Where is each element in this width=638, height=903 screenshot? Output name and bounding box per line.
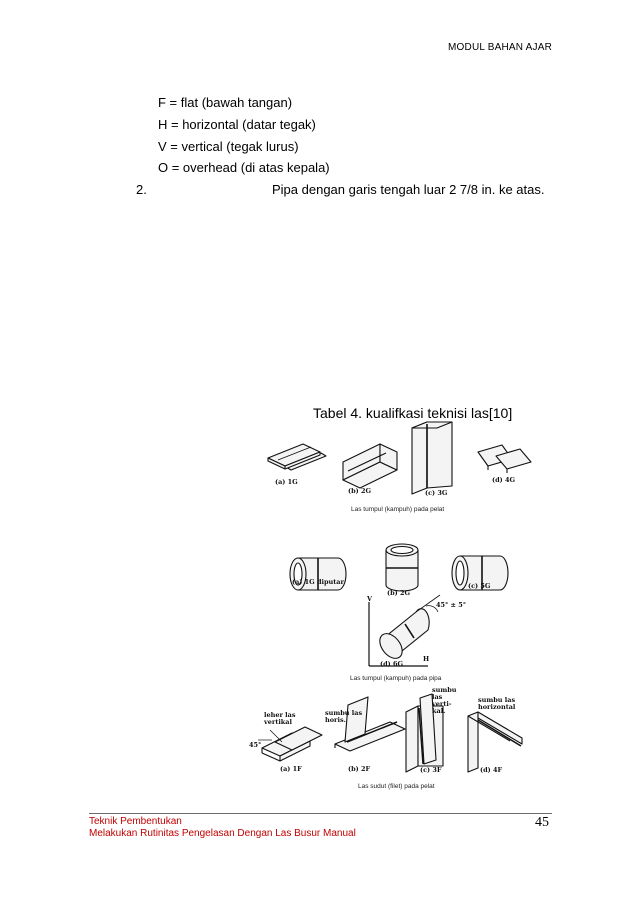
pipe-caption: Las tumpul (kampuh) pada pipa [350, 675, 442, 682]
pipe-2g-drawing [386, 544, 418, 591]
fillet-2f-label: (b) 2F [348, 765, 371, 773]
pipe-6g-label: (d) 6G [380, 660, 404, 668]
pipe-1g-label: (a) 1G diputar [292, 578, 344, 586]
fillet-note-1: leher las vertikal [264, 711, 296, 726]
plate-2g-drawing [343, 444, 397, 488]
position-flat: F = flat (bawah tangan) [158, 95, 293, 110]
footer-module-name: Teknik Pembentukan [89, 816, 182, 827]
fillet-4f-drawing [468, 712, 522, 772]
pipe-6g-drawing [369, 595, 440, 666]
plate-2g-label: (b) 2G [348, 487, 372, 495]
module-header: MODUL BAHAN AJAR [448, 42, 552, 53]
page-number: 45 [535, 815, 549, 830]
fillet-3f-label: (c) 3F [420, 766, 442, 774]
fillet-note-3: sumbu las verti-kal. [432, 686, 457, 715]
table-caption: Tabel 4. kualifkasi teknisi las[10] [313, 405, 513, 421]
plate-1g-label: (a) 1G [275, 478, 298, 486]
position-overhead: O = overhead (di atas kepala) [158, 160, 330, 175]
fillet-4f-label: (d) 4F [480, 766, 503, 774]
fillet-1f-label: (a) 1F [280, 765, 302, 773]
plate-4g-drawing [478, 445, 531, 473]
plate-4g-label: (d) 4G [492, 476, 516, 484]
position-vertical: V = vertical (tegak lurus) [158, 139, 299, 154]
fillet-note-4: sumbu las horizontal [478, 696, 516, 711]
fillet-caption: Las sudut (filet) pada pelat [358, 783, 435, 790]
item-number: 2. [136, 182, 147, 197]
pipe-2g-label: (b) 2G [387, 589, 411, 597]
pipe-axis-v: V [367, 595, 373, 603]
footer-rule [89, 813, 552, 814]
fillet-2f-drawing [335, 697, 405, 751]
fillet-angle: 45° [249, 741, 262, 749]
item-text: Pipa dengan garis tengah luar 2 7/8 in. ke atas. [272, 182, 545, 197]
fillet-1f-drawing [258, 727, 322, 761]
pipe-axis-h: H [423, 655, 430, 663]
plate-3g-drawing [412, 422, 452, 494]
pipe-angle: 45° ± 5° [436, 601, 467, 609]
fillet-note-2: sumbu las horis. [325, 709, 363, 724]
plate-caption: Las tumpul (kampuh) pada pelat [351, 506, 445, 513]
footer-subtitle: Melakukan Rutinitas Pengelasan Dengan Las Busur Manual [89, 828, 356, 839]
pipe-5g-label: (c) 5G [468, 582, 491, 590]
plate-3g-label: (c) 3G [425, 489, 448, 497]
position-horizontal: H = horizontal (datar tegak) [158, 117, 316, 132]
plate-1g-drawing [268, 444, 326, 470]
